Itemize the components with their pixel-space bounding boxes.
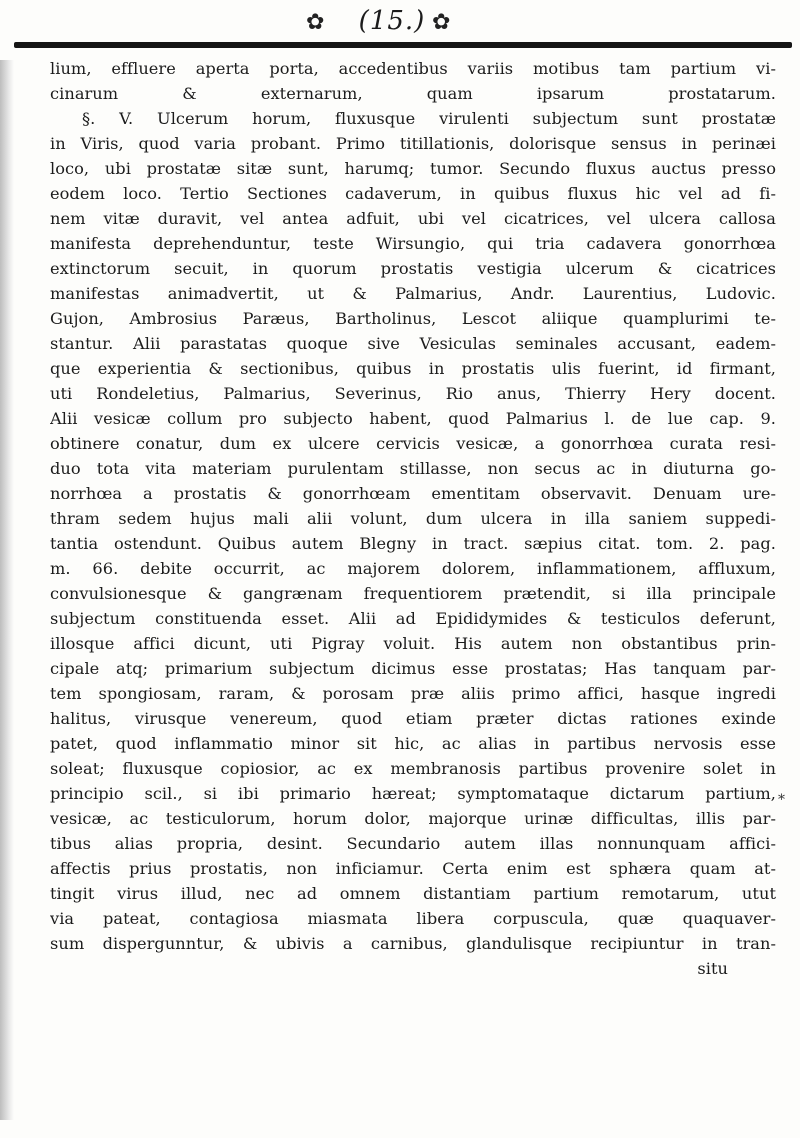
text-line: convulsionesque & gangrænam frequentiorem prætendit, si illa principale [50,584,776,603]
flower-ornament-icon: ✿ [306,10,325,35]
text-line: loco, ubi prostatæ sitæ sunt, harumq; tumor. Secundo fluxus auctus presso [50,159,776,178]
binding-shadow [0,60,14,1120]
text-line: duo tota vita materiam purulentam stillasse, non secus ac in diuturna go- [50,459,776,478]
text-line: tingit virus illud, nec ad omnem distantiam partium remotarum, utut [50,884,776,903]
text-line: obtinere conatur, dum ex ulcere cervicis vesicæ, a gonorrhœa curata resi- [50,434,776,453]
text-line: m. 66. debite occurrit, ac majorem dolorem, inflammationem, affluxum, [50,559,776,578]
text-line: affectis prius prostatis, non inficiamur. Certa enim est sphæra quam at- [50,859,776,878]
text-line: subjectum constituenda esset. Alii ad Epididymides & testiculos deferunt, [50,609,776,628]
margin-mark: * [778,792,785,808]
flower-ornament-icon: ✿ [432,10,451,35]
text-line: principio scil., si ibi primario hæreat; symptomataque dictarum partium, [50,784,776,803]
text-line: Gujon, Ambrosius Paræus, Bartholinus, Lescot aliique quamplurimi te- [50,309,776,328]
text-line: nem vitæ duravit, vel antea adfuit, ubi vel cicatrices, vel ulcera callosa [50,209,776,228]
text-line: manifesta deprehenduntur, teste Wirsungio, qui tria cadavera gonorrhœa [50,234,776,253]
text-line: §. V. Ulcerum horum, fluxusque virulenti subjectum sunt prostatæ [82,109,776,128]
text-line: sum dispergunntur, & ubivis a carnibus, glandulisque recipiuntur in tran- [50,934,776,953]
text-line: illosque affici dicunt, uti Pigray voluit. His autem non obstantibus prin- [50,634,776,653]
text-line: vesicæ, ac testiculorum, horum dolor, majorque urinæ difficultas, illis par- [50,809,776,828]
page-header [0,4,800,44]
text-line: tem spongiosam, raram, & porosam præ aliis primo affici, hasque ingredi [50,684,776,703]
text-line: cipale atq; primarium subjectum dicimus esse prostatas; Has tanquam par- [50,659,776,678]
text-line: patet, quod inflammatio minor sit hic, ac alias in partibus nervosis esse [50,734,776,753]
text-line: tantia ostendunt. Quibus autem Blegny in tract. sæpius citat. tom. 2. pag. [50,534,776,553]
body-text [50,56,776,981]
text-line: tibus alias propria, desint. Secundario autem illas nonnunquam affici- [50,834,776,853]
text-line: manifestas animadvertit, ut & Palmarius, Andr. Laurentius, Ludovic. [50,284,776,303]
text-line: eodem loco. Tertio Sectiones cadaverum, in quibus fluxus hic vel ad fi- [50,184,776,203]
text-line: situ [697,959,728,978]
text-line: via pateat, contagiosa miasmata libera corpuscula, quæ quaquaver- [50,909,776,928]
page-number: (15.) [358,6,426,36]
text-line: stantur. Alii parastatas quoque sive Vesiculas seminales accusant, eadem- [50,334,776,353]
text-line: soleat; fluxusque copiosior, ac ex membranosis partibus provenire solet in [50,759,776,778]
text-line: halitus, virusque venereum, quod etiam præter dictas rationes exinde [50,709,776,728]
text-line: cinarum & externarum, quam ipsarum prostatarum. [50,84,776,103]
text-line: extinctorum secuit, in quorum prostatis vestigia ulcerum & cicatrices [50,259,776,278]
text-line: thram sedem hujus mali alii volunt, dum ulcera in illa saniem suppedi- [50,509,776,528]
text-line: que experientia & sectionibus, quibus in prostatis ulis fuerint, id firmant, [50,359,776,378]
text-line: lium, effluere aperta porta, accedentibus variis motibus tam partium vi- [50,59,776,78]
header-rule [14,42,792,48]
text-line: Alii vesicæ collum pro subjecto habent, quod Palmarius l. de lue cap. 9. [50,409,776,428]
text-line: norrhœa a prostatis & gonorrhœam ementitam observavit. Denuam ure- [50,484,776,503]
text-line: in Viris, quod varia probant. Primo titillationis, dolorisque sensus in perinæi [50,134,776,153]
text-line: uti Rondeletius, Palmarius, Severinus, Rio anus, Thierry Hery docent. [50,384,776,403]
